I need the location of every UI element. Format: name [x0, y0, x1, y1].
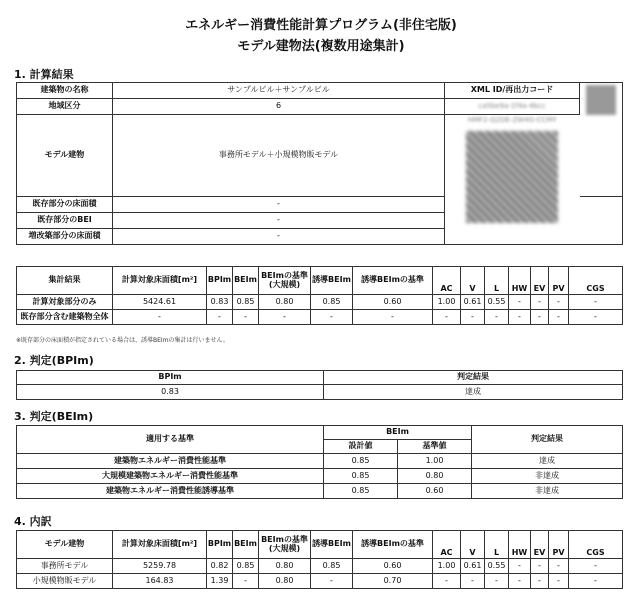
bpim-table	[16, 370, 623, 400]
beim-basis: 建築物エネルギー消費性能基準	[17, 454, 324, 469]
bpim-result-header: 判定結果	[324, 371, 623, 385]
breakdown-cell: 1.39	[207, 574, 233, 589]
breakdown-cell: -	[549, 559, 569, 574]
breakdown-cell: -	[233, 574, 259, 589]
xml-id-value: ca5be9a-1f4a-4bcc	[445, 99, 580, 115]
summary-header-12: PV	[549, 267, 569, 295]
beim-design: 0.85	[324, 454, 398, 469]
breakdown-cell: 0.55	[485, 559, 509, 574]
region-label: 地域区分	[17, 99, 113, 115]
breakdown-cell: -	[509, 559, 531, 574]
breakdown-header-9: L	[485, 531, 509, 559]
summary-cell: -	[207, 310, 233, 325]
summary-table	[16, 266, 623, 325]
table-row	[17, 295, 623, 310]
summary-header-7: AC	[433, 267, 461, 295]
breakdown-header-1: 計算対象床面積[m²]	[113, 531, 207, 559]
beim-basis: 建築物エネルギー消費性能誘導基準	[17, 484, 324, 499]
summary-cell: 5424.61	[113, 295, 207, 310]
breakdown-cell: 0.80	[259, 574, 311, 589]
breakdown-cell: -	[531, 574, 549, 589]
summary-cell: 0.85	[311, 295, 353, 310]
table-row	[17, 574, 623, 589]
breakdown-cell: 1.00	[433, 559, 461, 574]
table-row	[17, 454, 623, 469]
xml-code-value: HMF2-Q2DE-ZW4G-CCMY	[467, 116, 557, 124]
breakdown-cell: -	[569, 559, 623, 574]
summary-cell: -	[113, 310, 207, 325]
beim-table	[16, 425, 623, 499]
summary-cell: 計算対象部分のみ	[17, 295, 113, 310]
breakdown-cell: 0.85	[311, 559, 353, 574]
summary-cell: 0.85	[233, 295, 259, 310]
breakdown-cell: 164.83	[113, 574, 207, 589]
section2-title: 2. 判定(BPIm)	[14, 354, 94, 367]
breakdown-cell: 0.85	[233, 559, 259, 574]
breakdown-cell: 小規模物販モデル	[17, 574, 113, 589]
beim-header: BEIm	[324, 426, 472, 440]
breakdown-cell: 事務所モデル	[17, 559, 113, 574]
breakdown-header-7: AC	[433, 531, 461, 559]
summary-cell: -	[485, 310, 509, 325]
summary-cell: 0.80	[259, 295, 311, 310]
breakdown-header-8: V	[461, 531, 485, 559]
beim-standard: 0.60	[398, 484, 472, 499]
breakdown-cell: 0.60	[353, 559, 433, 574]
summary-header-8: V	[461, 267, 485, 295]
summary-cell: -	[433, 310, 461, 325]
page-title: エネルギー消費性能計算プログラム(非住宅版)	[185, 18, 457, 33]
summary-cell: -	[461, 310, 485, 325]
summary-header-3: BEIm	[233, 267, 259, 295]
note-text: ※既存部分の床面積が指定されている場合は、誘導BEImの集計は行いません。	[16, 337, 229, 344]
section4-title: 4. 内訳	[14, 515, 52, 528]
table-row	[17, 469, 623, 484]
existing-area-label: 既存部分の床面積	[17, 197, 113, 213]
breakdown-cell: 5259.78	[113, 559, 207, 574]
breakdown-cell: -	[485, 574, 509, 589]
existing-bei-label: 既存部分のBEI	[17, 213, 113, 229]
summary-cell: -	[569, 295, 623, 310]
summary-header-5: 誘導BEIm	[311, 267, 353, 295]
summary-cell: -	[259, 310, 311, 325]
building-info-table	[16, 82, 623, 245]
beim-standard: 1.00	[398, 454, 472, 469]
xml-id-label: XML ID/再出力コード	[445, 83, 580, 99]
bpim-header: BPIm	[17, 371, 324, 385]
breakdown-cell: -	[531, 559, 549, 574]
beim-result: 非達成	[472, 469, 623, 484]
design-value-header: 設計値	[324, 440, 398, 454]
summary-header-6: 誘導BEImの基準	[353, 267, 433, 295]
breakdown-cell: -	[509, 574, 531, 589]
breakdown-cell: 0.82	[207, 559, 233, 574]
breakdown-cell: 0.80	[259, 559, 311, 574]
breakdown-header-12: PV	[549, 531, 569, 559]
summary-cell: 既存部分含む建築物全体	[17, 310, 113, 325]
table-row	[17, 559, 623, 574]
breakdown-cell: -	[569, 574, 623, 589]
summary-header-9: L	[485, 267, 509, 295]
breakdown-header-4: BEImの基準(大規模)	[259, 531, 311, 559]
summary-header-10: HW	[509, 267, 531, 295]
breakdown-cell: 0.61	[461, 559, 485, 574]
breakdown-cell: -	[461, 574, 485, 589]
qr-cell	[580, 83, 623, 197]
summary-cell: -	[549, 310, 569, 325]
breakdown-header-5: 誘導BEIm	[311, 531, 353, 559]
breakdown-header-11: EV	[531, 531, 549, 559]
breakdown-header-3: BEIm	[233, 531, 259, 559]
qr-code-small	[586, 85, 616, 115]
summary-cell: -	[509, 310, 531, 325]
bpim-result: 達成	[324, 385, 623, 400]
summary-cell: -	[311, 310, 353, 325]
beim-result-header: 判定結果	[472, 426, 623, 454]
summary-header-1: 計算対象床面積[m²]	[113, 267, 207, 295]
beim-design: 0.85	[324, 484, 398, 499]
beim-result: 非達成	[472, 484, 623, 499]
breakdown-cell: -	[549, 574, 569, 589]
model-building-label: モデル建物	[17, 115, 113, 197]
beim-standard: 0.80	[398, 469, 472, 484]
existing-area-value: -	[113, 197, 445, 213]
summary-cell: 0.55	[485, 295, 509, 310]
summary-cell: -	[531, 310, 549, 325]
table-row	[17, 310, 623, 325]
extension-area-value: -	[113, 229, 445, 245]
breakdown-cell: -	[311, 574, 353, 589]
breakdown-cell: 0.70	[353, 574, 433, 589]
summary-cell: -	[531, 295, 549, 310]
summary-cell: 1.00	[433, 295, 461, 310]
qr-area	[445, 115, 580, 245]
summary-cell: -	[233, 310, 259, 325]
qr-code-large	[466, 131, 558, 223]
region-value: 6	[113, 99, 445, 115]
breakdown-header-0: モデル建物	[17, 531, 113, 559]
summary-header-11: EV	[531, 267, 549, 295]
summary-cell: 0.61	[461, 295, 485, 310]
model-building-value: 事務所モデル＋小規模物販モデル	[113, 115, 445, 197]
summary-header-0: 集計結果	[17, 267, 113, 295]
breakdown-header-2: BPIm	[207, 531, 233, 559]
summary-header-13: CGS	[569, 267, 623, 295]
breakdown-cell: -	[433, 574, 461, 589]
building-name-value: サンプルビル＋サンプルビル	[113, 83, 445, 99]
beim-basis-header: 適用する基準	[17, 426, 324, 454]
existing-bei-value: -	[113, 213, 445, 229]
extension-area-label: 増改築部分の床面積	[17, 229, 113, 245]
breakdown-header-6: 誘導BEImの基準	[353, 531, 433, 559]
summary-header-2: BPIm	[207, 267, 233, 295]
beim-design: 0.85	[324, 469, 398, 484]
breakdown-header-13: CGS	[569, 531, 623, 559]
building-name-label: 建築物の名称	[17, 83, 113, 99]
summary-header-4: BEImの基準(大規模)	[259, 267, 311, 295]
beim-result: 達成	[472, 454, 623, 469]
standard-value-header: 基準値	[398, 440, 472, 454]
summary-cell: -	[549, 295, 569, 310]
table-row	[17, 484, 623, 499]
section3-title: 3. 判定(BEIm)	[14, 410, 94, 423]
summary-cell: -	[569, 310, 623, 325]
breakdown-header-10: HW	[509, 531, 531, 559]
summary-cell: -	[353, 310, 433, 325]
section1-title: 1. 計算結果	[14, 68, 74, 81]
summary-cell: 0.83	[207, 295, 233, 310]
summary-cell: 0.60	[353, 295, 433, 310]
breakdown-table	[16, 530, 623, 589]
page-subtitle: モデル建物法(複数用途集計)	[237, 39, 405, 54]
summary-cell: -	[509, 295, 531, 310]
beim-basis: 大規模建築物エネルギー消費性能基準	[17, 469, 324, 484]
bpim-value: 0.83	[17, 385, 324, 400]
